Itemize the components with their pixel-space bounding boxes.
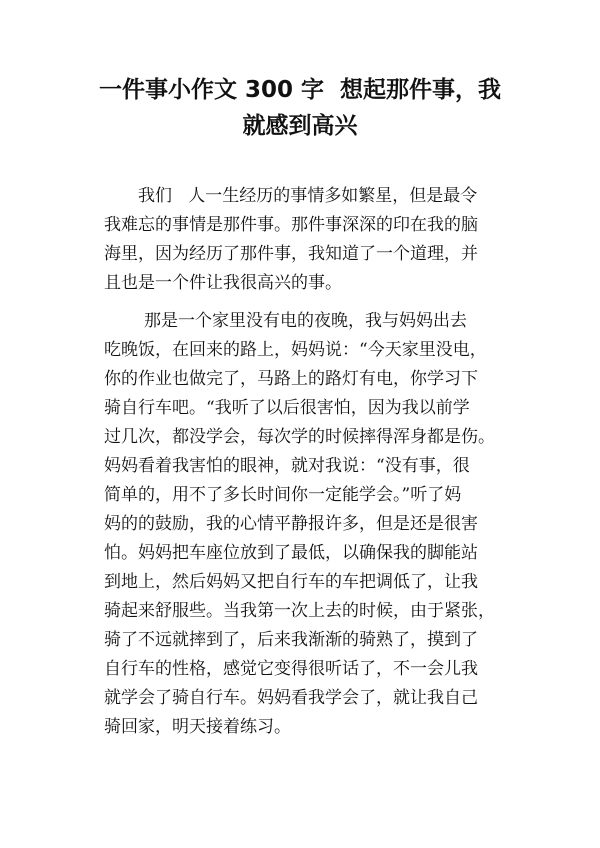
paragraph-line: 你的作业也做完了，马路上的路灯有电，你学习下: [104, 369, 478, 389]
paragraph-line: 骑起来舒服些。当我第一次上去的时候，由于紧张，: [104, 601, 495, 621]
title-line-1: 一件事小作文 300 字 想起那件事，我: [98, 77, 502, 103]
paragraph-line: 怕。妈妈把车座位放到了最低，以确保我的脚能站: [104, 543, 478, 563]
paragraph-line: 骑自行车吧。“我听了以后很害怕，因为我以前学: [104, 398, 470, 418]
paragraph-line: 海里，因为经历了那件事，我知道了一个道理，并: [104, 244, 478, 264]
document-title: [0, 72, 600, 144]
paragraph-1: [104, 182, 504, 298]
paragraph-line: 妈的的鼓励，我的心情平静报许多，但是还是很害: [104, 514, 478, 534]
paragraph-line: 过几次，都没学会，每次学的时候摔得浑身都是伤。: [104, 427, 495, 447]
paragraph-line: 骑回家，明天接着练习。: [104, 717, 291, 737]
paragraph-line: 我难忘的事情是那件事。那件事深深的印在我的脑: [104, 215, 478, 235]
paragraph-line: 且也是一个件让我很高兴的事。: [104, 273, 342, 293]
paragraph-line: 自行车的性格，感觉它变得很听话了，不一会儿我: [104, 659, 478, 679]
paragraph-line: 妈妈看着我害怕的眼神，就对我说：“没有事，很: [104, 456, 470, 476]
title-line-2: 就感到高兴: [242, 113, 358, 139]
paragraph-2: [104, 307, 504, 742]
paragraph-line: 我们 人一生经历的事情多如繁星，但是最令: [138, 186, 478, 206]
paragraph-line: 到地上，然后妈妈又把自行车的车把调低了，让我: [104, 572, 478, 592]
paragraph-line: 简单的，用不了多长时间你一定能学会。”听了妈: [104, 485, 462, 505]
paragraph-line: 吃晚饭，在回来的路上，妈妈说：“今天家里没电，: [104, 340, 487, 360]
paragraph-line: 就学会了骑自行车。妈妈看我学会了，就让我自己: [104, 688, 478, 708]
paragraph-line: 那是一个家里没有电的夜晚，我与妈妈出去: [144, 311, 467, 331]
paragraph-line: 骑了不远就摔到了，后来我渐渐的骑熟了，摸到了: [104, 630, 478, 650]
